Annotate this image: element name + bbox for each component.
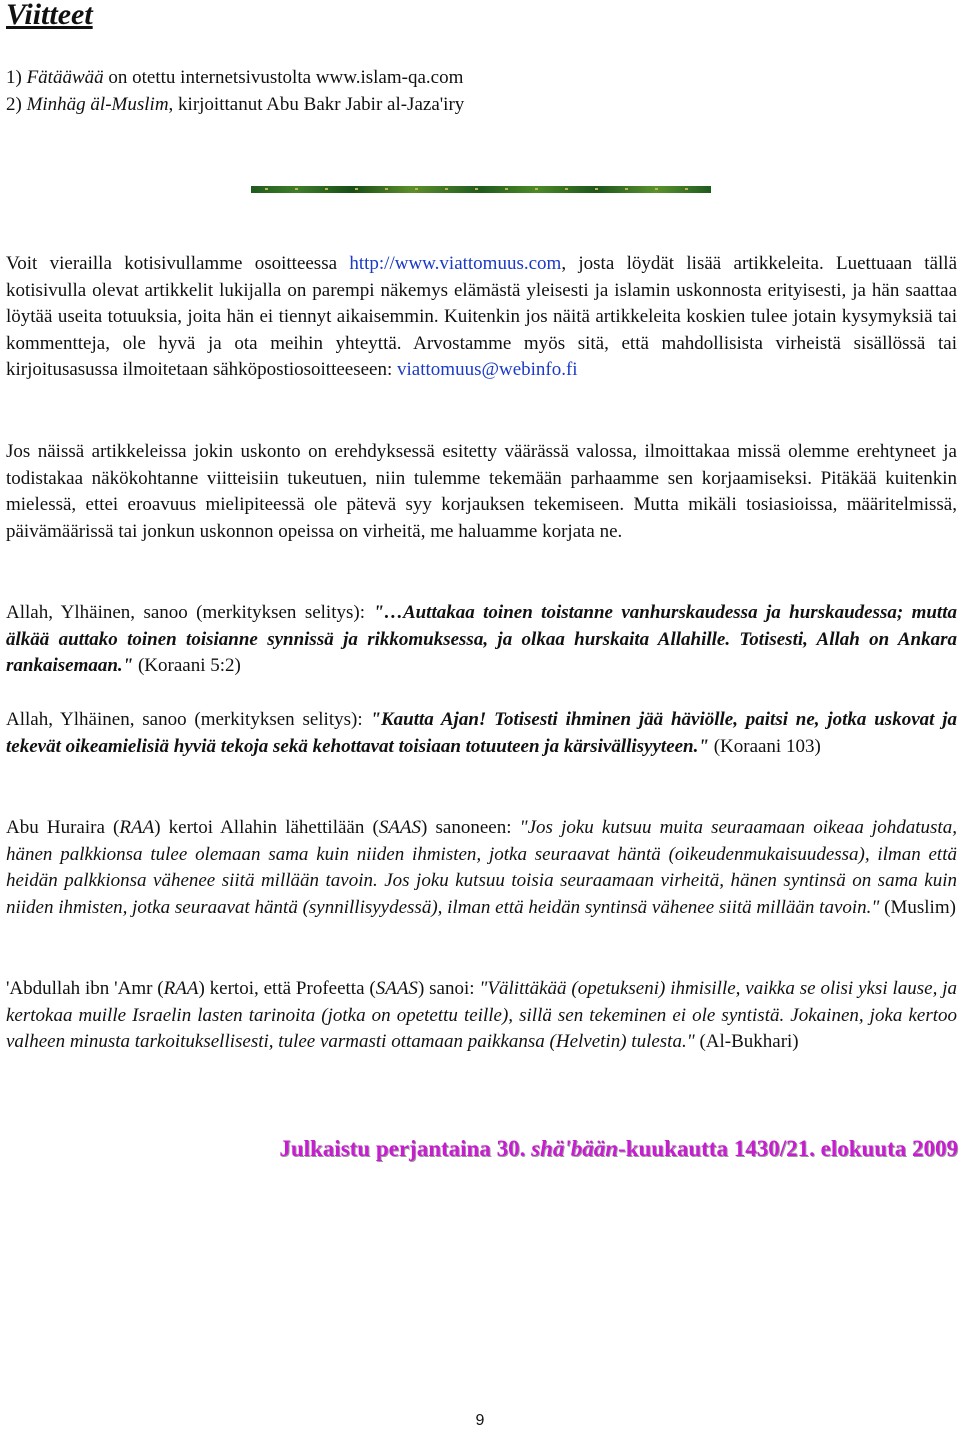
quote-intro: Allah, Ylhäinen, sanoo (merkityksen selitys): bbox=[6, 602, 374, 623]
page-heading: Viitteet bbox=[6, 0, 93, 31]
publication-date-text: -kuukautta 1430/21. elokuuta 2009 bbox=[618, 1136, 958, 1161]
reference-title: Minhäg äl-Muslim bbox=[26, 94, 169, 115]
hadith-narration: ) kertoi, että Profeetta ( bbox=[198, 978, 376, 999]
honorific: SAAS bbox=[375, 978, 418, 999]
correction-paragraph bbox=[6, 439, 957, 545]
publication-date bbox=[212, 1136, 958, 1162]
website-link[interactable]: http://www.viattomuus.com bbox=[349, 253, 562, 274]
hadith-source: (Al-Bukhari) bbox=[694, 1031, 799, 1053]
publication-date-text: Julkaistu perjantaina 30. bbox=[279, 1136, 532, 1161]
hadith-1 bbox=[6, 815, 957, 921]
reference-number: 2) bbox=[6, 94, 22, 115]
contact-intro: Voit vierailla kotisivullamme osoitteessa bbox=[6, 253, 350, 274]
honorific: RAA bbox=[163, 978, 199, 999]
quote-text: "…Auttakaa toinen toistanne vanhurskaudessa ja hurskaudessa; mutta älkää auttako toinen toisianne synnissä ja rikkomuksessa, ja olkaa hurskaita Allahille. Totisesti, Allah on Ankara rankaisemaan." bbox=[6, 602, 957, 677]
correction-text: Jos näissä artikkeleissa jokin uskonto on erehdyksessä esitetty väärässä valossa, ilmoittakaa missä olemme erehtyneet ja todistakaa näkökohtanne viitteisiin tukeutuen, niin tulemme tekemään parhaamme sen korjaamiseksi. Pitäkää kuitenkin mielessä, ettei eroavuus mielipiteessä ole pätevä syy korjauksen tekemiseen. Mutta mikäli tosiasioissa, määritelmissä, päivämäärissä tai jonkun uskonnon opeissa on virheitä, me haluamme korjata ne. bbox=[6, 441, 957, 542]
hadith-text: "Välittäkää (opetukseni) ihmisille, vaikka se olisi yksi lause, ja kertokaa muille Israelin lasten tarinoita (jotka on opetettu teille), sillä sen tekeminen ei ole syntistä. Jokainen, joka kertoo valheen minusta tarkoituksellisesti, tulee varmasti ottamaan paikkansa (Helvetin) tulesta." bbox=[6, 978, 957, 1053]
hadith-narrator: 'Abdullah ibn 'Amr ( bbox=[6, 978, 164, 999]
publication-month: shä'bään bbox=[531, 1136, 619, 1161]
hadith-source: (Muslim) bbox=[879, 896, 956, 918]
quote-source: (Koraani 103) bbox=[708, 735, 821, 757]
reference-item bbox=[6, 91, 464, 118]
reference-title: Fätääwää bbox=[26, 67, 104, 88]
hadith-narrator: Abu Huraira ( bbox=[6, 817, 120, 838]
hadith-narration: ) sanoneen: bbox=[421, 817, 520, 838]
hadith-2 bbox=[6, 976, 957, 1056]
reference-number: 1) bbox=[6, 67, 22, 88]
contact-paragraph bbox=[6, 251, 957, 384]
email-link[interactable]: viattomuus@webinfo.fi bbox=[397, 359, 578, 381]
hadith-narration: ) sanoi: bbox=[417, 978, 480, 999]
page-number: 9 bbox=[475, 1412, 485, 1429]
contact-text: , josta löydät lisää artikkeleita. Luettuaan tällä kotisivulla olevat artikkelit lukijalla on parempi näkemys elämästä yleisesti ja islamin uskonnosta erityisesti, ja hän saattaa löytää useita totuuksia, joita hän ei tiennyt aikaisemmin. Kuitenkin jos näitä artikkeleita koskien tulee jotain kysymyksiä tai kommentteja, ole hyvä ja ota meihin yhteyttä. Arvostamme myös sitä, että mahdollisista virheistä sisällössä tai kirjoitusasussa ilmoitetaan sähköpostiosoitteeseen: bbox=[6, 253, 957, 381]
quote-text: "Kautta Ajan! Totisesti ihminen jää häviölle, paitsi ne, jotka uskovat ja tekevät oikeamielisiä hyviä tekoja sekä kehottavat toisiaan totuuteen ja kärsivällisyyteen." bbox=[6, 709, 957, 757]
reference-text: , kirjoittanut Abu Bakr Jabir al-Jaza'iry bbox=[168, 94, 465, 115]
honorific: SAAS bbox=[378, 817, 422, 838]
hadith-narration: ) kertoi Allahin lähettilään ( bbox=[154, 817, 379, 838]
quote-source: (Koraani 5:2) bbox=[133, 655, 241, 677]
decorative-divider bbox=[251, 186, 711, 193]
hadith-text: "Jos joku kutsuu muita seuraamaan oikeaa johdatusta, hänen palkkionsa tulee olemaan sama kuin niiden ihmisten, jotka seuraavat häntä (oikeudenmukaisuudessa), ilman että heidän palkkionsa vähenee siitä millään tavoin. Jos joku kutsuu toisia seuraamaan virheitä, hänen syntinsä on sama kuin niiden ihmisten, jotka seuraavat häntä (synnillisyydessä), ilman että heidän syntinsä vähenee siitä millään tavoin." bbox=[6, 817, 957, 918]
quote-intro: Allah, Ylhäinen, sanoo (merkityksen selitys): bbox=[6, 709, 371, 730]
quran-quote-1 bbox=[6, 600, 957, 680]
quran-quote-2 bbox=[6, 707, 957, 760]
reference-item bbox=[6, 64, 464, 91]
reference-text: on otettu internetsivustolta www.islam-qa.com bbox=[108, 67, 464, 88]
honorific: RAA bbox=[119, 817, 155, 838]
reference-list bbox=[6, 64, 464, 118]
